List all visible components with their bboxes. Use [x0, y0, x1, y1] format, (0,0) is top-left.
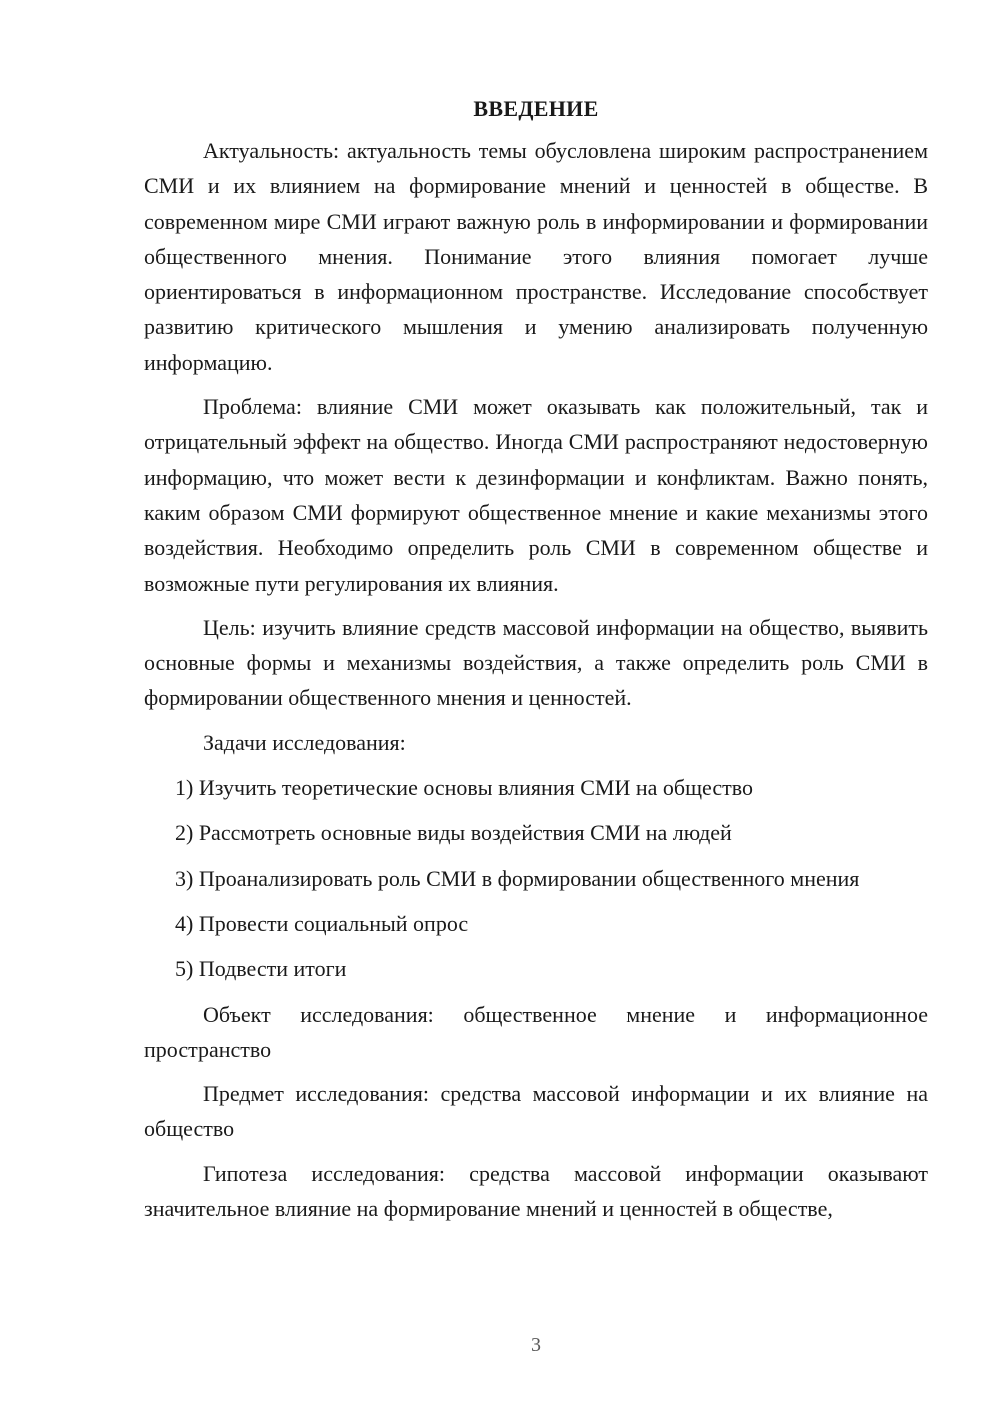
task-item-1: 1) Изучить теоретические основы влияния СМИ на общество [175, 775, 753, 801]
task-item-3: 3) Проанализировать роль СМИ в формировании общественного мнения [175, 865, 860, 891]
page-number: 3 [531, 1334, 541, 1356]
document-page [144, 92, 928, 1235]
task-item-5: 5) Подвести итоги [175, 956, 347, 982]
task-item-2: 2) Рассмотреть основные виды воздействия СМИ на людей [175, 820, 732, 846]
section-title: ВВЕДЕНИЕ [473, 96, 599, 121]
paragraph-object: Объект исследования: общественное мнение и информационное пространство [144, 1001, 928, 1062]
paragraph-goal: Цель: изучить влияние средств массовой информации на общество, выявить основные формы и механизмы воздействия, а также определить роль СМИ в формировании общественного мнения и ценностей. [144, 614, 928, 711]
paragraph-hypothesis: Гипотеза исследования: средства массовой информации оказывают значительное влияние на формирование мнений и ценностей в обществе, [144, 1160, 928, 1222]
paragraph-subject: Предмет исследования: средства массовой информации и их влияние на общество [144, 1081, 928, 1142]
paragraph-relevance: Актуальность: актуальность темы обусловлена широким распространением СМИ и их влиянием на формирование мнений и ценностей в обществе. В современном мире СМИ играют важную роль в информировании и формировании общественного мнения. Понимание этого влияния помогает лучше ориентироваться в информационном пространстве. Исследование способствует развитию критического мышления и умению анализировать полученную информацию. [144, 138, 928, 375]
task-item-4: 4) Провести социальный опрос [175, 910, 469, 936]
paragraph-problem: Проблема: влияние СМИ может оказывать как положительный, так и отрицательный эффект на общество. Иногда СМИ распространяют недостоверную информацию, что может вести к дезинформации и конфликтам. Важно понять, каким образом СМИ формируют общественное мнение и какие механизмы этого воздействия. Необходимо определить роль СМИ в современном обществе и возможные пути регулирования их влияния. [144, 394, 928, 596]
tasks-heading: Задачи исследования: [203, 729, 406, 755]
